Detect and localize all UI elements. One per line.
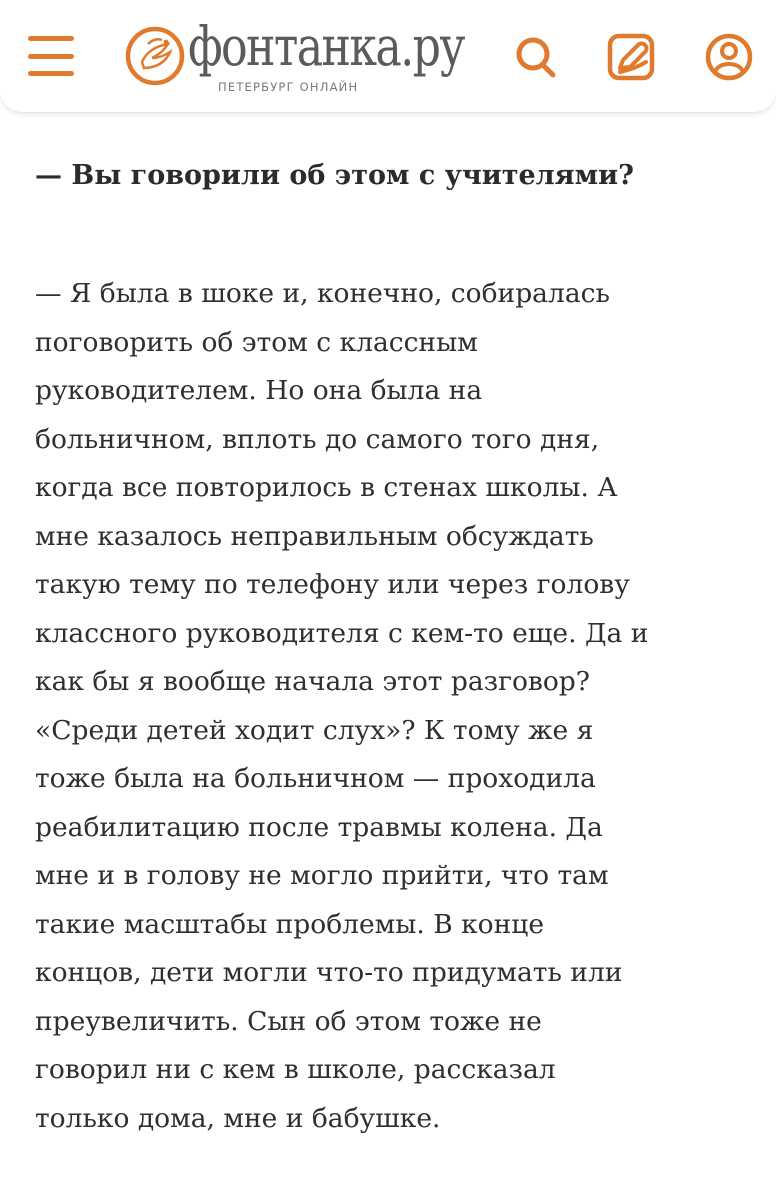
edit-icon[interactable] — [606, 32, 656, 82]
answer-line: такую тему по телефону или через голову — [35, 569, 630, 600]
search-icon[interactable] — [512, 32, 562, 82]
answer-line: как бы я вообще начала этот разговор? — [35, 666, 590, 697]
logo-wordmark: фонтанка.ру — [188, 15, 464, 78]
answer-line: классного руководителя с кем-то еще. Да и — [35, 617, 649, 649]
logo-emblem-icon — [122, 22, 188, 88]
menu-bar — [28, 36, 74, 41]
menu-icon[interactable] — [28, 36, 74, 76]
answer-line: поговорить об этом с классным — [35, 326, 478, 358]
answer-line: мне и в голову не могло прийти, что там — [35, 860, 609, 891]
interview-question: — Вы говорили об этом с учителями? — [35, 160, 634, 191]
profile-icon[interactable] — [704, 32, 754, 82]
answer-line: реабилитацию после травмы колена. Да — [35, 811, 603, 843]
menu-bar — [28, 54, 74, 59]
answer-line: тоже была на больничном — проходила — [35, 763, 596, 794]
answer-line: «Среди детей ходит слух»? К тому же я — [35, 714, 594, 746]
menu-bar — [28, 71, 74, 76]
answer-line: — Я была в шоке и, конечно, собиралась — [35, 278, 610, 309]
answer-line: концов, дети могли что-то придумать или — [35, 957, 623, 988]
interview-answer — [35, 270, 747, 1143]
answer-line: только дома, мне и бабушке. — [35, 1102, 441, 1134]
answer-line: больничном, вплоть до самого того дня, — [35, 423, 600, 455]
answer-line: такие масштабы проблемы. В конце — [35, 908, 545, 940]
answer-line: преувеличить. Сын об этом тоже не — [35, 1005, 542, 1037]
answer-line: мне казалось неправильным обсуждать — [35, 520, 594, 552]
answer-line: говорил ни с кем в школе, рассказал — [35, 1054, 556, 1085]
site-header — [0, 0, 776, 113]
answer-line: руководителем. Но она была на — [35, 375, 483, 406]
logo-subtitle: ПЕТЕРБУРГ ОНЛАЙН — [218, 80, 359, 94]
answer-line: когда все повторилось в стенах школы. А — [35, 472, 618, 503]
site-logo[interactable] — [122, 15, 464, 98]
